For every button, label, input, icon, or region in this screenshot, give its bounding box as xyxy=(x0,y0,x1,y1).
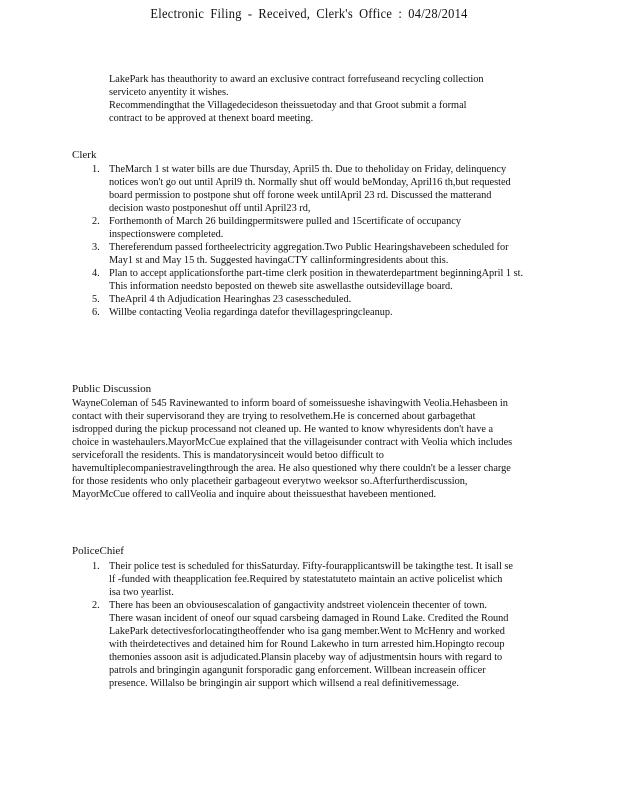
list-item-text: Plan to accept applicationsforthe part-time clerk position in thewaterdepartment beginningApril 1 st. This information needsto beposted on theweb site aswellasthe outsidevillage board. xyxy=(109,268,524,292)
public-discussion-text: WayneColeman of 545 Ravinewanted to inform board of someissueshe ishavingwith Veolia.Hehasbeen in contact with their supervisorand they are trying to resolvethem.He is concerned about garbagethat isdropped during the pickup processand not cleaned up. He wanted to know whyresidents don't have a choice in wastehaulers.MayorMcCue explained that the villageisunder contract with Veolia which includes serviceforall the residents. This is mandatorysinceit would betoo difficult to havemultiplecompaniestravelingthrough the area. He also questioned why there couldn't be a lesser charge for those residents who only placetheir garbageout everytwo weeksor so.Afterfurtherdiscussion, MayorMcCue offered to callVeolia and inquire about theissuesthat havebeen mentioned. xyxy=(72,398,513,500)
list-item xyxy=(92,306,527,319)
list-item-text: Willbe contacting Veolia regardinga datefor thevillagespringcleanup. xyxy=(109,307,393,318)
list-item-text: Their police test is scheduled for thisSaturday. Fifty-fourapplicantswill be takingthe test. It isall se lf -funded with theapplication fee.Required by statestatuteto maintain an active policelist which isa two yearlist. xyxy=(109,561,513,598)
clerk-heading: Clerk xyxy=(72,149,97,161)
clerk-list xyxy=(92,163,527,319)
list-item-text: TheApril 4 th Adjudication Hearinghas 23 casesscheduled. xyxy=(109,294,352,305)
list-item-text: Forthemonth of March 26 buildingpermitswere pulled and 15certificate of occupancy inspectionswere completed. xyxy=(109,216,461,240)
police-chief-list xyxy=(92,560,513,690)
filing-stamp-header: Electronic Filing - Received, Clerk's Office : 04/28/2014 xyxy=(150,6,468,21)
public-discussion-section xyxy=(72,397,514,501)
list-item xyxy=(92,241,527,267)
list-item-text: There has been an obviousescalation of gangactivity andstreet violencein thecenter of town. There wasan incident of oneof our squad carsbeing damaged in Round Lake. Credited the Round LakePark detectivesforlocatingtheoffender who isa gang member.Went to McHenry and worked with theirdetectives and detained him for Round Lakewho in turn arrested him.Hopingto recoup themonies assoon asit is adjudicated.Plansin placeby way of adjustmentsin hours with regard to patrols and bringingin agangunit forsporadic gang enforcement. Willbean increasein officer presence. Willalso be bringingin air support which willsend a real definitivemessage. xyxy=(109,600,509,689)
list-number: 1. xyxy=(92,561,100,572)
list-item xyxy=(92,267,527,293)
list-item xyxy=(92,163,527,215)
police-chief-heading: PoliceChief xyxy=(72,545,124,557)
list-number: 3. xyxy=(92,242,100,253)
list-item xyxy=(92,599,513,690)
intro-section xyxy=(109,73,499,125)
list-number: 1. xyxy=(92,164,100,175)
list-number: 5. xyxy=(92,294,100,305)
list-number: 6. xyxy=(92,307,100,318)
intro-paragraph-1: LakePark has theauthority to award an exclusive contract forrefuseand recycling collection serviceto anyentity it wishes. xyxy=(109,74,484,98)
list-item xyxy=(92,215,527,241)
list-item-text: Thereferendum passed fortheelectricity aggregation.Two Public Hearingshavebeen scheduled for May1 st and May 15 th. Suggested havingaCTY callinformingresidents about this. xyxy=(109,242,509,266)
public-discussion-heading: Public Discussion xyxy=(72,383,152,395)
list-number: 2. xyxy=(92,600,100,611)
intro-paragraph-2: Recommendingthat the Villagedecideson theissuetoday and that Groot submit a formal contract to be approved at thenext board meeting. xyxy=(109,100,467,124)
list-item-text: TheMarch 1 st water bills are due Thursday, April5 th. Due to theholiday on Friday, delinquency notices won't go out until April9 th. Normally shut off would beMonday, April16 th,but requested board permission to postpone shut off forone week untilApril 23 rd. Discussed the matterand decision wasto postponeshut off until April23 rd, xyxy=(109,164,511,214)
list-number: 2. xyxy=(92,216,100,227)
list-number: 4. xyxy=(92,268,100,279)
list-item xyxy=(92,560,513,599)
list-item xyxy=(92,293,527,306)
